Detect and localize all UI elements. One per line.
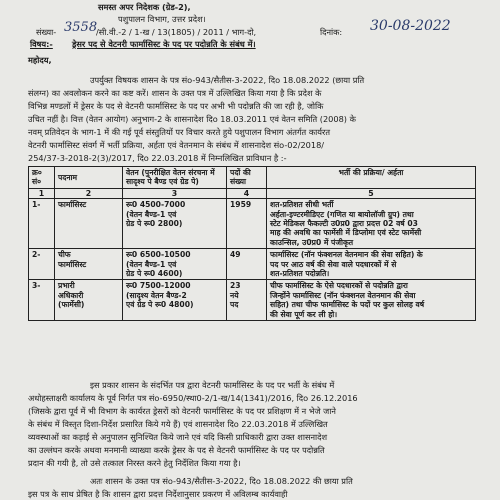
process-line: अर्हता-इण्टरमीडिएट (गणित या बायोलॉजी ग्रुप) तथा (270, 209, 414, 219)
table-column-number-row (29, 188, 476, 198)
process-line: स्टेट मेडिकल फैकल्टी उ0प्र0 द्वारा प्रदत्त 02 वर्ष 03 (270, 219, 418, 229)
process-line: माह की अवधि का फार्मेसी में डिप्लोमा एवं स्टेट फार्मेसी (270, 228, 422, 238)
header-post: पदनाम (55, 167, 123, 189)
header-pay: वेतन (पुनरीक्षित वेतन संरचना में सादृश्य पे बैण्ड एवं ग्रेड पे) (123, 167, 227, 189)
column-number: 4 (227, 188, 267, 198)
para2-line: व्यवस्थाओं का कड़ाई से अनुपालन सुनिश्चित किये जाने एवं यदि किसी प्राधिकारी द्वारा उक्त शासनादेश (28, 432, 328, 442)
header-count: पदों की संख्या (227, 167, 267, 189)
pay-line: रू0 7500-12000 (126, 281, 191, 291)
process-line: शत-प्रतिशत पदोन्नति। (270, 269, 330, 279)
para1-line: संलग्न) का अवलोकन करने का कष्ट करें। शासन के उक्त पत्र में उल्लिखित किया गया है कि प्रदेश के (28, 88, 322, 98)
row-post (55, 280, 123, 321)
row-serial: 3- (29, 280, 55, 321)
para2-line: प्रदान की गयी है, तो उसे तत्काल निरस्त करने हेतु निर्देशित किया गया है। (28, 458, 241, 468)
pay-line: रू0 6500-10500 (126, 250, 191, 260)
para1-line: विभिन्न मण्डलों में ड्रेसर के पद से वेटनरी फार्मासिस्ट के पद पर अभी भी पदोन्नति की जा रही है, जोकि (28, 101, 324, 111)
para2-line: का उल्लंघन करके अथवा मनमानी व्याख्या करके ड्रेसर के पद से वेटनरी फार्मासिस्ट के पद पर पदोन्नति (28, 445, 325, 455)
row-serial: 2- (29, 249, 55, 280)
para1-line: उचित नहीं है। वित्त (वेतन आयोग) अनुभाग-2 के शासनादेश दिo 18.03.2011 एवं वेतन समिति (2008) के (28, 114, 356, 124)
ref-file-number: /सी.वी.-2 / 1-ख / 13(1805) / 2011 / भाग-दो, (96, 27, 257, 37)
post-line: प्रभारी (58, 281, 75, 291)
row-count: 49 (227, 249, 267, 280)
date-label: दिनांक: (320, 27, 343, 37)
process-line: पद पर आठ वर्ष की सेवा वाले पदधारकों में से (270, 259, 397, 269)
header-serial: क्र० सं० (29, 167, 55, 189)
pay-line: रू0 4500-7000 (126, 200, 186, 210)
row-count: 1959 (227, 199, 267, 249)
pay-line: एवं ग्रेड पे रू0 4800) (126, 300, 194, 310)
process-line: सहित) तथा चीफ फार्मासिस्ट के पदों पर कुल सोलह वर्ष (270, 300, 425, 310)
para1-line: 254/37-3-2018-2(3)/2017, दिo 22.03.2018 में निम्नलिखित प्राविधान है :- (28, 153, 287, 163)
pay-line: (वेतन बैण्ड-1 एवं (126, 209, 177, 219)
ref-number-handwritten: 3558 (64, 20, 98, 35)
table-row (29, 249, 476, 280)
column-number: 3 (123, 188, 227, 198)
para2-line: इस प्रकार शासन के संदर्भित पत्र द्वारा वेटनरी फार्मासिस्ट के पद पर भर्ती के संबंध में (90, 380, 335, 390)
count-line: 23 (230, 281, 241, 291)
row-pay (123, 249, 227, 280)
count-line: पद (230, 300, 239, 310)
post-line: (फार्मेसी) (58, 300, 85, 310)
para1-line: उपर्युक्त विषयक शासन के पत्र संo-943/सैतीस-3-2022, दिo 18.08.2022 (छाया प्रति (90, 75, 365, 85)
row-count (227, 280, 267, 321)
date-handwritten: 30-08-2022 (370, 18, 451, 34)
salutation: महोदय, (28, 55, 52, 65)
process-line: फार्मासिस्ट (नॉन फंक्शनल वेतनमान की सेवा सहित) के (270, 250, 423, 260)
department-line: पशुपालन विभाग, उत्तर प्रदेश। (118, 14, 206, 24)
column-number: 2 (55, 188, 123, 198)
row-serial: 1- (29, 199, 55, 249)
count-line: नये (230, 290, 239, 300)
ref-prefix: संख्या- (36, 27, 57, 37)
para2-line: के संबंध में विस्तृत दिशा-निर्देश प्रसारित किये गये हैं) एवं शासनादेश दिo 22.03.2018 में उल्लिखित (28, 419, 328, 429)
process-line: की सेवा पूर्ण कर ली हो। (270, 309, 338, 319)
column-number: 1 (29, 188, 55, 198)
row-process (267, 199, 476, 249)
pay-line: (सादृश्य वेतन बैण्ड-2 (126, 290, 187, 300)
table-row (29, 280, 476, 321)
process-line: शत-प्रतिशत सीधी भर्ती (270, 200, 334, 210)
process-line: चीफ फार्मासिस्ट के ऐसे पदधारकों से पदोन्नति द्वारा (270, 281, 408, 291)
post-line: चीफ (58, 250, 71, 260)
process-line: काउन्सिल, उ0प्र0 में पंजीकृत (270, 237, 354, 247)
row-pay (123, 280, 227, 321)
pay-line: ग्रेड पे रू0 2800) (126, 219, 183, 229)
row-pay (123, 199, 227, 249)
column-number: 5 (267, 188, 476, 198)
table-header-row (29, 167, 476, 189)
addressee-line: समस्त अपर निदेशक (ग्रेड-2), (98, 2, 191, 12)
para1-line: वेटनरी फार्मासिस्ट संवर्ग में भर्ती प्रक्रिया, अर्हता एवं वेतनमान के संबंध में शासनादेश संo-02/2018/ (28, 140, 325, 150)
pay-line: (वेतन बैण्ड-1 एवं (126, 259, 177, 269)
row-post: फार्मासिस्ट (55, 199, 123, 249)
pay-line: ग्रेड पे रू0 4600) (126, 269, 183, 279)
row-process (267, 249, 476, 280)
row-post (55, 249, 123, 280)
table-row (29, 199, 476, 249)
row-process (267, 280, 476, 321)
header-process: भर्ती की प्रक्रिया/ अर्हता (267, 167, 476, 189)
provisions-table (28, 166, 476, 321)
para1-line: नवम् प्रतिवेदन के भाग-1 में की गई पूर्व संस्तुतियों पर विचार करते हुये पशुपालन विभाग अंतर्गत कार्यरत (28, 127, 330, 137)
para3-line: इस पत्र के साथ प्रेषित है कि शासन द्वारा प्रदत्त निर्देशानुसार प्रकरण में अविलम्ब कार्यवाही (28, 489, 288, 499)
subject-text: ड्रेसर पद से वेटनरी फार्मासिस्ट के पद पर पदोन्नति के संबंध में। (72, 39, 256, 49)
para3-line: अतः शासन के उक्त पत्र संo-943/सैतीस-3-2022, दिo 18.08.2022 की छाया प्रति (90, 476, 353, 486)
para2-line: अधोहस्ताक्षरी कार्यालय के पूर्व निर्गत पत्र संo-6950/स्था0-2/1-ख/14(1341)/2016, दिo 26.12.2016 (28, 393, 358, 403)
post-line: फार्मासिस्ट (58, 259, 87, 269)
para2-line: (जिसके द्वारा पूर्व में भी विभाग के कार्यरत ड्रेसरों को वेटनरी फार्मासिस्ट के पद पर प्रशिक्षण में न भेजे जाने (28, 406, 336, 416)
process-line: जिन्होंने फार्मासिस्ट (नॉन फंक्शनल वेतनमान की सेवा (270, 290, 416, 300)
post-line: अधिकारी (58, 290, 84, 300)
subject-label: विषय:- (30, 39, 53, 49)
